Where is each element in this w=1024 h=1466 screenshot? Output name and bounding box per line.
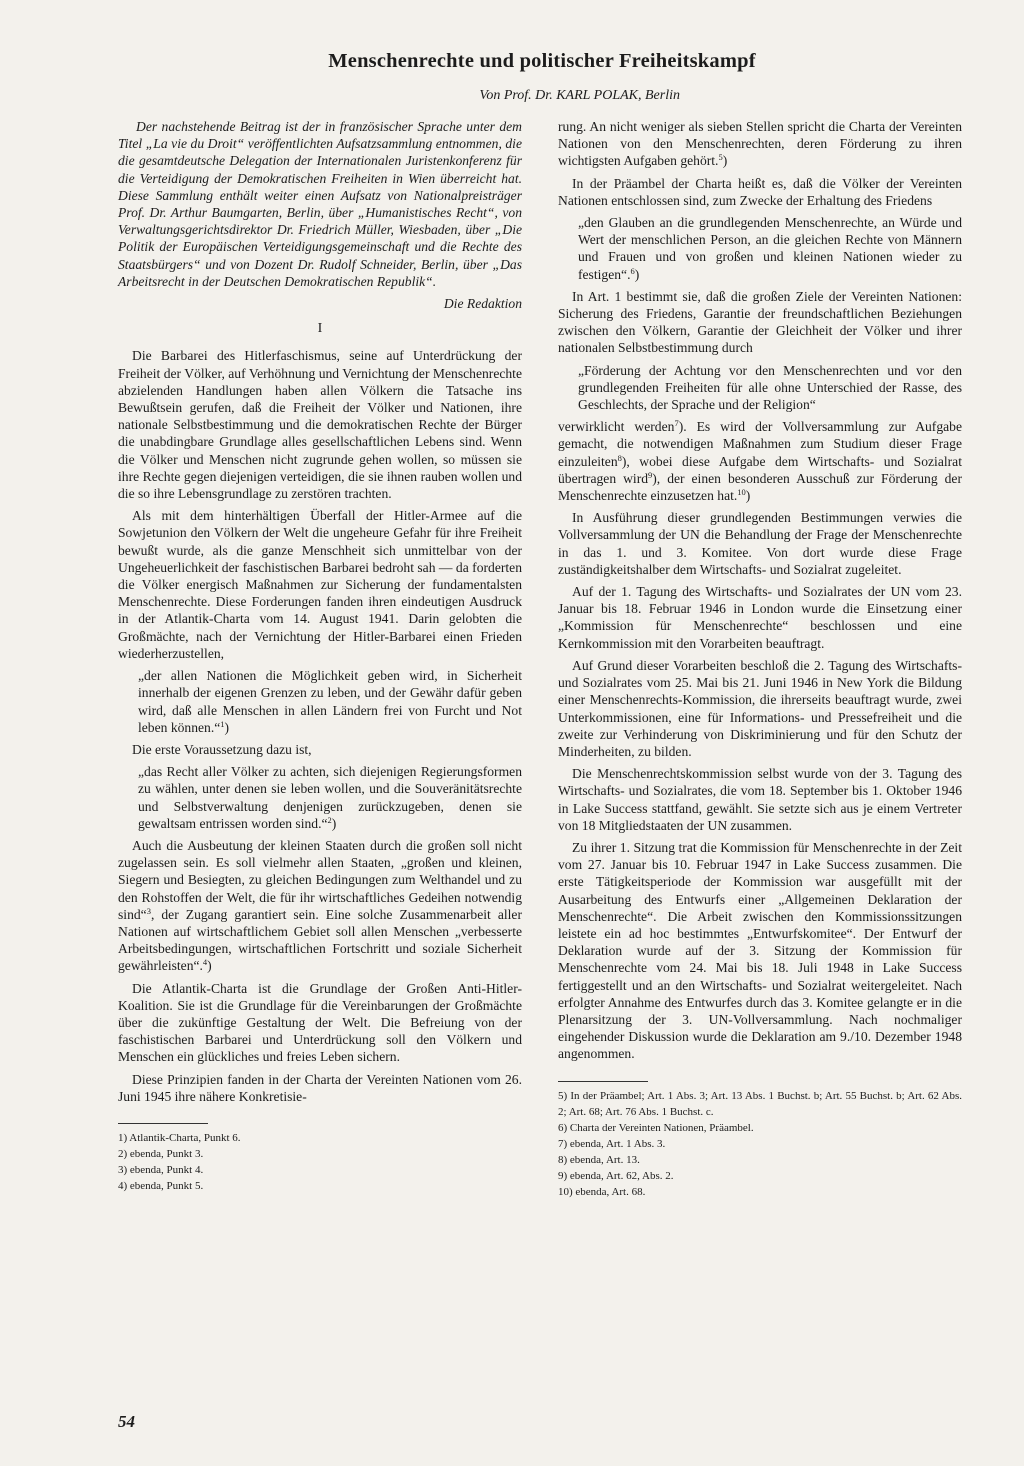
footnote-divider (118, 1123, 208, 1124)
footnote: 9) ebenda, Art. 62, Abs. 2. (558, 1169, 674, 1182)
paragraph: Auch die Ausbeutung der kleinen Staaten durch die großen soll nicht zugelassen sein. Es soll vielmehr allen Staaten, „großen und kleinen, Siegern und Besiegten, zu gleichen Bedingungen zum Welthandel und zu den Rohstoffen der Welt, die für ihr wirtschaftliches Gedeihen notwendig sind“$^3$, der Zugang garantiert sein. Eine solche Zusammenarbeit aller Nationen auf wirtschaftlichem Gebiet soll allen Menschen „verbesserte Arbeitsbedingungen, wirtschaftlichen Fortschritt und soziale Sicherheit gewährleisten“.$^4$) (118, 837, 522, 974)
footnote: 8) ebenda, Art. 13. (558, 1153, 640, 1166)
section-heading: I (317, 321, 323, 337)
footnote-ref: 9 (648, 469, 653, 480)
author-byline: Von Prof. Dr. KARL POLAK, Berlin (479, 88, 680, 103)
block-quote: „das Recht aller Völker zu achten, sich diejenigen Regierungsformen zu wählen, unter denen sie leben wollen, und die Souveränitätsrechte und Selbstverwaltung denjenigen zurückzugeben, denen sie gewaltsam entrissen worden sind.“$^2$) (138, 764, 522, 831)
quote-text: „das Recht aller Völker zu achten, sich diejenigen Regierungsformen zu wählen, unter denen sie leben wollen, und die Souveränitätsrechte und Selbstverwaltung denjenigen zurückzugeben, denen sie gewaltsam entrissen worden sind.“ (138, 764, 522, 831)
paragraph: Zu ihrer 1. Sitzung trat die Kommission für Menschenrechte in der Zeit vom 27. Januar bis 10. Februar 1947 in Lake Success zusammen. Die erste Tätigkeitsperiode der Kommission war ausgefüllt mit der Ausarbeitung des Entwurfs einer „Allgemeinen Deklaration der Menschenrechte“. Die Arbeit zwischen den Kommissionssitzungen leistete ein ad hoc bestimmtes „Entwurfskomitee“. Der Entwurf der Deklaration wurde auf der 3. Sitzung der Kommission für Menschenrechte vom 24. Mai bis 18. Juli 1948 in Lake Success fertiggestellt und an den Wirtschafts- und Sozialrat weitergeleitet. Nach erfolgter Annahme des Entwurfes durch das 3. Komitee gelangte er in die Plenarsitzung der 3. UN-Vollversammlung. Nach nochmaliger eingehender Diskussion wurde die Deklaration am 9./10. Dezember 1948 angenommen. (558, 839, 962, 1062)
paragraph-text: ), der einen besonderen Ausschuß zur Förderung der Menschenrechte einzusetzen hat. (558, 470, 962, 504)
paragraph-text: verwirklicht werden (558, 419, 675, 435)
paragraph-text: Auch die Ausbeutung der kleinen Staaten durch die großen soll nicht zugelassen sein. Es soll vielmehr allen Staaten, „großen und kleinen, Siegern und Besiegten, zu gleichen Bedingungen zum Welthandel und zu den Rohstoffen der Welt, die für ihr wirtschaftliches Gedeihen notwendig sind“ (118, 837, 522, 922)
paragraph: Die Atlantik-Charta ist die Grundlage der Großen Anti-Hitler-Koalition. Sie ist die Grundlage für die Vereinbarungen der Großmächte über die zukünftige Gestaltung der Welt. Die Befreiung von der faschistischen Barbarei und Unterdrückung soll den Völkern und Menschen ein glückliches und freies Leben sichern. (118, 980, 522, 1065)
block-quote: „der allen Nationen die Möglichkeit geben wird, in Sicherheit innerhalb der eigenen Grenzen zu leben, und der Gewähr dafür geben wird, daß alle Menschen in allen Ländern frei von Furcht und Not leben können.“$^1$) (138, 668, 522, 735)
footnote: 2) ebenda, Punkt 3. (118, 1147, 204, 1160)
footnote-ref: 8 (617, 452, 622, 463)
paragraph: Auf Grund dieser Vorarbeiten beschloß die 2. Tagung des Wirtschafts- und Sozialrates vom 25. Mai bis 21. Juni 1946 in New York die Bildung einer Menschenrechts-Kommission, die ihrerseits beauftragt wurde, zwei Unterkommissionen, eine für Informations- und Pressefreiheit und die zweite zur Verhinderung von Diskriminierung und für den Schutz der Minderheiten, zu bilden. (558, 657, 962, 759)
paragraph-text: rung. An nicht weniger als sieben Stellen spricht die Charta der Vereinten Nationen von den Menschenrechten, deren Förderung zu ihren wichtigsten Aufgaben gehört. (558, 119, 962, 169)
editorial-note-text: Der nachstehende Beitrag ist der in französischer Sprache unter dem Titel „La vie du Droit“ veröffentlichten Aufsatzsammlung entnommen, die die gesamtdeutsche Delegation der Internationalen Juristenkonferenz für die Verteidigung der Demokratischen Freiheiten in Wien überreicht hat. Diese Sammlung enthält weiter einen Aufsatz von Nationalpreisträger Prof. Dr. Arthur Baumgarten, Berlin, über „Humanistisches Recht“, von Verwaltungsgerichtsdirektor Dr. Friedrich Müller, Wiesbaden, über „Die Politik der Europäischen Verteidigungsgemeinschaft und die Rechte des Staatsbürgers“ und von Dozent Dr. Rudolf Schneider, Berlin, über „Das Arbeitsrecht in der Deutschen Demokratischen Republik“. (118, 119, 522, 289)
paragraph-text: ) (745, 488, 751, 504)
footnote: 3) ebenda, Punkt 4. (118, 1163, 204, 1176)
paragraph: In der Präambel der Charta heißt es, daß die Völker der Vereinten Nationen entschlossen sind, zum Zwecke der Erhaltung des Friedens (558, 175, 962, 208)
footnotes (558, 1088, 962, 1200)
footnote: 1) Atlantik-Charta, Punkt 6. (118, 1131, 241, 1144)
footnote-ref: 7 (674, 418, 679, 429)
footnote: 10) ebenda, Art. 68. (558, 1185, 646, 1198)
editorial-signature: Die Redaktion (443, 296, 522, 312)
paragraph-text: , der Zugang garantiert sein. Eine solche Zusammenarbeit aller Nationen auf wirtschaftlichem Gebiet soll allen Menschen „verbesserte Arbeitsbedingungen, wirtschaftlichen Fortschritt und soziale Sicherheit gewährleisten“. (118, 906, 522, 974)
right-column (558, 118, 962, 1200)
paragraph: In Art. 1 bestimmt sie, daß die großen Ziele der Vereinten Nationen: Sicherung des Friedens, Garantie der freundschaftlichen Beziehungen zwischen den Völkern, Garantie der Gleichheit der Völker und ihrer nationalen Selbstbestimmung durch (558, 288, 962, 356)
footnote-ref: 1 (220, 718, 225, 729)
footnote-divider (558, 1081, 648, 1082)
footnote-ref: 10 (737, 487, 746, 498)
block-quote: „den Glauben an die grundlegenden Menschenrechte, an Würde und Wert der menschlichen Person, an die gleichen Rechte von Männern und Frauen und von großen und kleinen Nationen wieder zu festigen“.$^6$) (578, 215, 962, 282)
paragraph-text: ). Es wird der Vollversammlung zur Aufgabe gemacht, die notwendigen Maßnahmen zum Studium dieser Frage einzuleiten (558, 419, 962, 469)
article-title: Menschenrechte und politischer Freiheitskampf (328, 50, 756, 72)
footnote-ref: 5 (718, 152, 723, 163)
quote-text: „den Glauben an die grundlegenden Menschenrechte, an Würde und Wert der menschlichen Person, an die gleichen Rechte von Männern und Frauen und von großen und kleinen Nationen wieder zu festigen“. (578, 215, 962, 282)
footnote-ref: 4 (202, 957, 208, 968)
footnote-ref: 2 (327, 814, 332, 825)
paragraph (558, 418, 962, 504)
footnote: 5) In der Präambel; Art. 1 Abs. 3; Art. 13 Abs. 1 Buchst. b; Art. 55 Buchst. b; Art. 62 Abs. 2; Art. 68; Art. 76 Abs. 1 Buchst. c. (558, 1089, 962, 1118)
paragraph: In Ausführung dieser grundlegenden Bestimmungen verwies die Vollversammlung der UN die Behandlung der Frage der Menschenrechte in das 1. und 3. Komitee. Von dort wurde diese Frage zuständigkeitshalber dem Wirtschafts- und Sozialrat zugeleitet. (558, 510, 962, 577)
footnote: 7) ebenda, Art. 1 Abs. 3. (558, 1137, 666, 1150)
footnote: 6) Charta der Vereinten Nationen, Präambel. (558, 1121, 754, 1134)
footnotes (118, 1130, 522, 1194)
paragraph: Die erste Voraussetzung dazu ist, (132, 741, 312, 757)
footnote: 4) ebenda, Punkt 5. (118, 1179, 204, 1192)
paragraph-text: ), wobei diese Aufgabe dem Wirtschafts- und Sozialrat übertragen wird (558, 453, 962, 486)
paragraph: Als mit dem hinterhältigen Überfall der Hitler-Armee auf die Sowjetunion den Völkern der Welt die ungeheure Gefahr für ihre Freiheit bewußt wurde, als die ganze Menschheit sich unmittelbar von der Ungeheuerlichkeit der faschistischen Barbarei bedroht sah — da forderten die Völker energisch Maßnahmen zur Sicherung der fundamentalsten Menschenrechte. Diese Forderungen fanden ihren eindeutigen Ausdruck in der Atlantik-Charta vom 14. August 1941. Darin gelobten die Großmächte, nach der Vernichtung der Hitler-Barbarei einen Frieden wiederherzustellen, (118, 508, 522, 661)
paragraph: Diese Prinzipien fanden in der Charta der Vereinten Nationen vom 26. Juni 1945 ihre nähere Konkretisie- (118, 1071, 522, 1104)
paragraph: Auf der 1. Tagung des Wirtschafts- und Sozialrates der UN vom 23. Januar bis 18. Februar 1946 in London wurde die Einsetzung einer „Kommission für Menschenrechte“ beschlossen und eine Kernkommission mit den Vorarbeiten beauftragt. (558, 584, 962, 651)
paragraph: Die Barbarei des Hitlerfaschismus, seine auf Unterdrückung der Freiheit der Völker, auf Verhöhnung und Vernichtung der Menschenrechte abzielenden Handlungen haben allen Völkern die Tatsache ins Bewußtsein gerufen, daß die Freiheit der Völker und Nationen, ihre nationale Selbstbestimmung und die demokratischen Rechte der Bürger die unabdingbare Grundlage alles gesellschaftlichen Lebens sind. Wenn die Völker und Menschen nicht zugrunde gehen wollen, so müssen sie ihre Rechte gegen diejenigen verteidigen, die sie ihnen rauben wollen und die so ihre Lebensgrundlage zu zerstören trachten. (118, 348, 522, 502)
page-number: 54 (118, 1412, 135, 1431)
footnote-ref: 3 (146, 905, 151, 916)
block-quote: „Förderung der Achtung vor den Menschenrechten und vor den grundlegenden Freiheiten für alle ohne Unterschied der Rasse, des Geschlechts, der Sprache und der Religion“ (578, 362, 962, 413)
paragraph: Die Menschenrechtskommission selbst wurde von der 3. Tagung des Wirtschafts- und Sozialrates, die vom 18. September bis 1. Oktober 1946 in Lake Success stattfand, gewählt. Sie setzte sich aus je einem Vertreter von 18 Mitgliedstaaten der UN zusammen. (558, 766, 962, 833)
left-column (118, 118, 522, 1194)
footnote-ref: 6 (630, 265, 635, 276)
editorial-note (118, 118, 522, 312)
paragraph: rung. An nicht weniger als sieben Stellen spricht die Charta der Vereinten Nationen von den Menschenrechten, deren Förderung zu ihren wichtigsten Aufgaben gehört.$^5$) (558, 119, 962, 169)
quote-text: „der allen Nationen die Möglichkeit geben wird, in Sicherheit innerhalb der eigenen Grenzen zu leben, und der Gewähr dafür geben wird, daß alle Menschen in allen Ländern frei von Furcht und Not leben können.“ (138, 668, 522, 735)
